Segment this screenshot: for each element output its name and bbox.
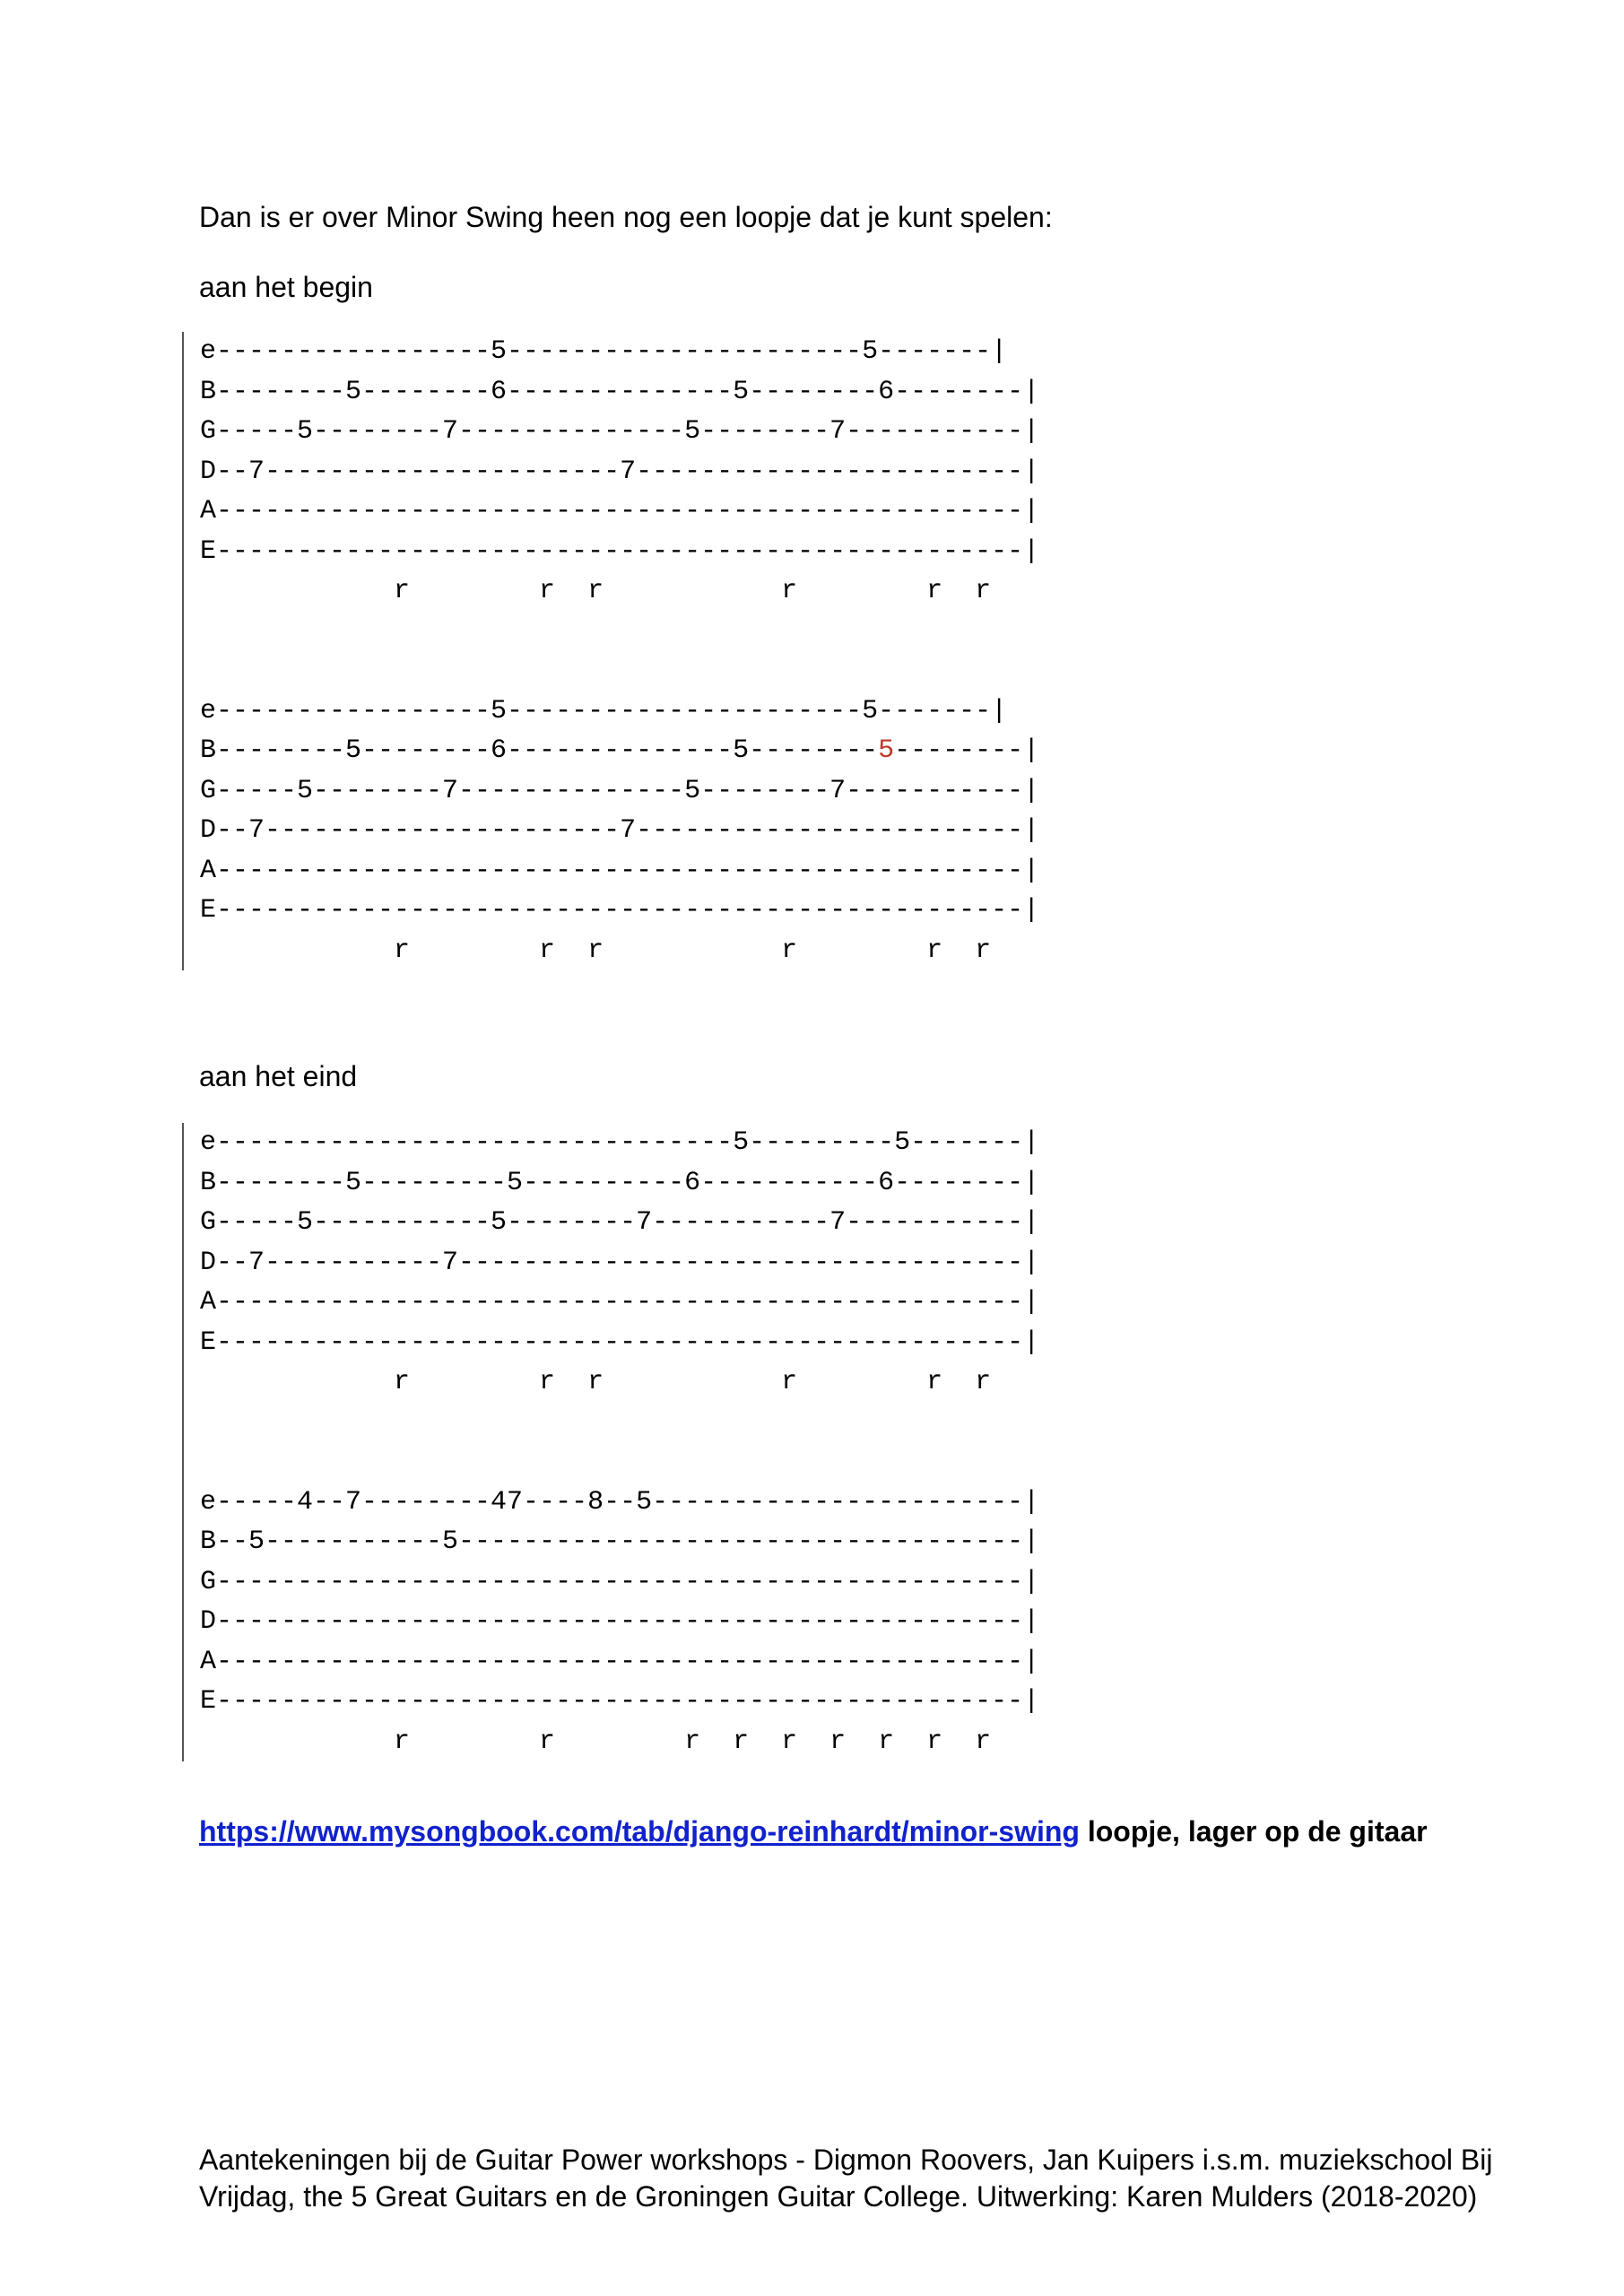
tab-string-d: D--7----------------------7------------------------| — [200, 815, 1040, 846]
tab-string-g: G-----5--------7--------------5--------7-----------| — [200, 775, 1040, 806]
tab-rhythm-line: r r r r r r — [200, 1367, 992, 1397]
tab-rhythm-line: r r r r r r — [200, 576, 992, 606]
tab-string-d: D--------------------------------------------------| — [200, 1606, 1040, 1637]
tab-string-g: G-----5--------7--------------5--------7-----------| — [200, 416, 1040, 447]
link-paragraph — [199, 1813, 1428, 1849]
intro-text: Dan is er over Minor Swing heen nog een loopje dat je kunt spelen: — [199, 201, 1053, 233]
mysongbook-link[interactable]: https://www.mysongbook.com/tab/django-reinhardt/minor-swing — [199, 1815, 1080, 1848]
tab-string-g: G-----5-----------5--------7-----------7-----------| — [200, 1207, 1040, 1238]
tab-string-a: A--------------------------------------------------| — [200, 855, 1040, 886]
tab-string-b: B--5-----------5-----------------------------------| — [200, 1526, 1040, 1557]
tab-string-e: e-----------------5----------------------5-------| — [200, 336, 1008, 367]
tab-string-b-end: --------| — [894, 735, 1040, 766]
tab-string-a: A--------------------------------------------------| — [200, 1646, 1040, 1677]
tab-string-e: e-----4--7--------47----8--5-----------------------| — [200, 1486, 1040, 1518]
tab-string-low-e: E--------------------------------------------------| — [200, 1686, 1040, 1717]
tab-string-b — [200, 731, 1039, 771]
tab-string-d: D--7----------------------7------------------------| — [200, 456, 1040, 487]
tab-string-low-e: E--------------------------------------------------| — [200, 895, 1040, 926]
tab-string-e: e--------------------------------5---------5-------| — [200, 1127, 1040, 1158]
tab-block-end — [182, 1123, 1039, 1761]
tab-string-a: A--------------------------------------------------| — [200, 496, 1040, 526]
tab-group-begin-1 — [200, 332, 1039, 612]
tab-string-a: A--------------------------------------------------| — [200, 1287, 1040, 1318]
tab-string-b-start: B--------5--------6--------------5-------- — [200, 735, 879, 766]
footer — [199, 2142, 1492, 2215]
footer-line-1: Aantekeningen bij de Guitar Power workshops - Digmon Roovers, Jan Kuipers i.s.m. muziekschool Bij — [199, 2144, 1493, 2176]
footer-line-2: Vrijdag, the 5 Great Guitars en de Groningen Guitar College. Uitwerking: Karen Mulders (2018-2020) — [199, 2180, 1478, 2213]
tab-group-end-1 — [200, 1123, 1039, 1403]
tab-rhythm-line: r r r r r r — [200, 935, 992, 966]
tab-string-g: G--------------------------------------------------| — [200, 1566, 1040, 1597]
section-heading-end: aan het eind — [199, 1060, 358, 1092]
tab-string-e: e-----------------5----------------------5-------| — [200, 695, 1008, 726]
tab-string-low-e: E--------------------------------------------------| — [200, 1326, 1040, 1358]
tab-string-b: B--------5--------6--------------5--------6--------| — [200, 376, 1040, 407]
section-heading-begin: aan het begin — [199, 271, 373, 303]
tab-string-d: D--7-----------7-----------------------------------| — [200, 1247, 1040, 1278]
tab-group-begin-2 — [200, 691, 1039, 971]
tab-group-end-2 — [200, 1483, 1039, 1762]
tab-rhythm-line: r r r r r r r r r — [200, 1726, 992, 1757]
tab-block-begin — [182, 332, 1039, 970]
tab-string-low-e: E--------------------------------------------------| — [200, 535, 1040, 567]
highlighted-fret-number: 5 — [878, 735, 895, 766]
link-description: loopje, lager op de gitaar — [1079, 1815, 1428, 1848]
tab-string-b: B--------5---------5----------6-----------6--------| — [200, 1167, 1040, 1198]
